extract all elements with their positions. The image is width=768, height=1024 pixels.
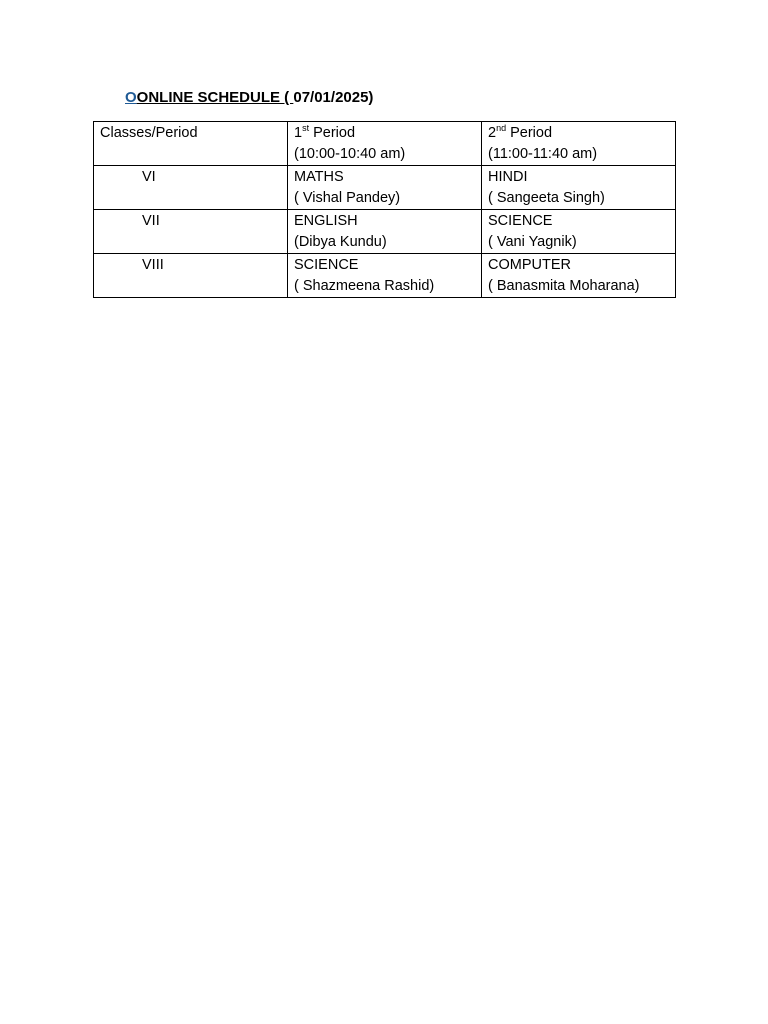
class-label: VIII xyxy=(142,257,164,273)
teacher-name: (Dibya Kundu) xyxy=(294,234,387,250)
teacher-name: ( Shazmeena Rashid) xyxy=(294,278,435,294)
schedule-cell xyxy=(288,210,482,254)
table-row xyxy=(94,210,676,254)
table-row xyxy=(94,166,676,210)
title-underlined-text: ONLINE SCHEDULE ( xyxy=(136,89,294,106)
corner-header-label: Classes/Period xyxy=(100,125,198,141)
period-word: Period xyxy=(309,125,356,141)
period-header-cell xyxy=(482,122,676,166)
period-ordinal-suffix: st xyxy=(302,123,310,134)
corner-header-cell xyxy=(94,122,288,166)
table-header-row xyxy=(94,122,676,166)
period-header-label xyxy=(294,123,475,144)
page-title xyxy=(125,88,373,107)
schedule-table xyxy=(93,121,676,298)
schedule-cell xyxy=(482,210,676,254)
subject-name: HINDI xyxy=(488,169,528,185)
class-cell xyxy=(94,254,288,298)
teacher-name: ( Vani Yagnik) xyxy=(488,234,577,250)
period-time: (10:00-10:40 am) xyxy=(294,146,406,162)
teacher-name: ( Banasmita Moharana) xyxy=(488,278,640,294)
schedule-cell xyxy=(288,254,482,298)
schedule-cell xyxy=(482,254,676,298)
period-ordinal-suffix: nd xyxy=(496,123,507,134)
period-number: 2 xyxy=(488,125,497,141)
period-word: Period xyxy=(506,125,553,141)
class-cell xyxy=(94,210,288,254)
class-label: VI xyxy=(142,169,156,185)
schedule-cell xyxy=(482,166,676,210)
class-cell xyxy=(94,166,288,210)
period-header-label xyxy=(488,123,669,144)
subject-name: SCIENCE xyxy=(294,257,359,273)
teacher-name: ( Vishal Pandey) xyxy=(294,190,401,206)
subject-name: SCIENCE xyxy=(488,213,553,229)
period-number: 1 xyxy=(294,125,303,141)
subject-name: COMPUTER xyxy=(488,257,571,273)
schedule-cell xyxy=(288,166,482,210)
period-time: (11:00-11:40 am) xyxy=(488,146,598,162)
title-first-letter: O xyxy=(125,89,137,106)
subject-name: ENGLISH xyxy=(294,213,358,229)
table-row xyxy=(94,254,676,298)
period-header-cell xyxy=(288,122,482,166)
subject-name: MATHS xyxy=(294,169,344,185)
class-label: VII xyxy=(142,213,160,229)
teacher-name: ( Sangeeta Singh) xyxy=(488,190,605,206)
title-date: 07/01/2025) xyxy=(293,89,374,106)
